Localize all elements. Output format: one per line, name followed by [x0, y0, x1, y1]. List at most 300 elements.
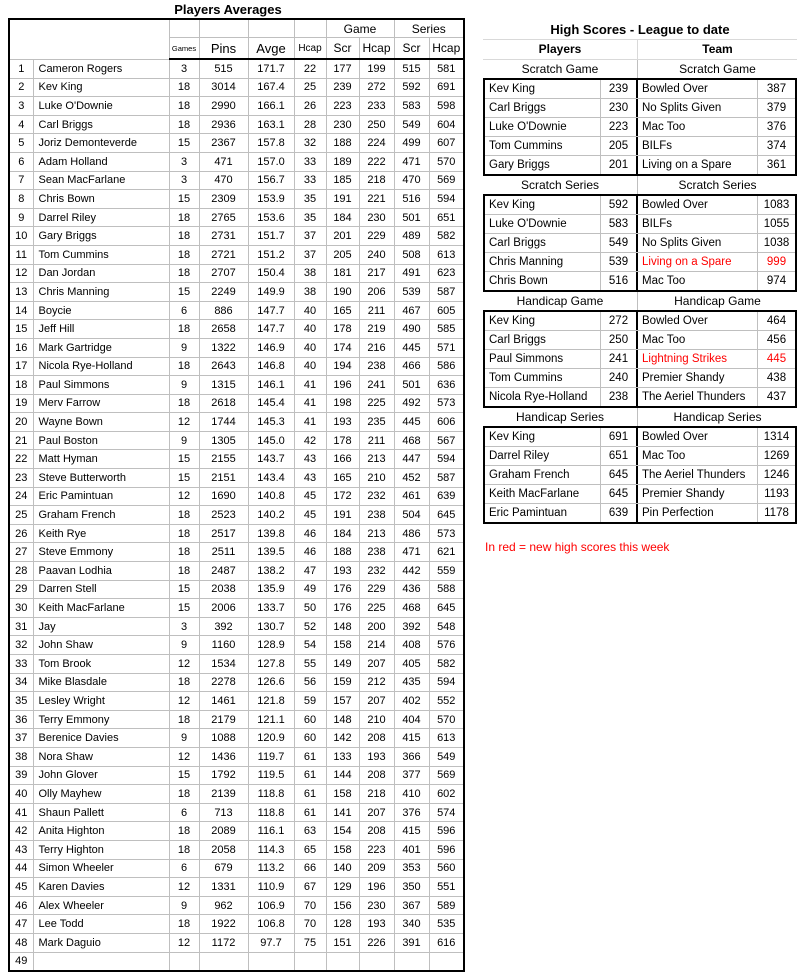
rank-cell: 10	[9, 227, 33, 246]
avge-cell: 146.8	[248, 357, 294, 376]
series-hcap-cell: 587	[429, 469, 464, 488]
game-hcap-cell: 229	[359, 580, 394, 599]
avge-cell: 121.1	[248, 710, 294, 729]
player-name-cell: Chris Bown	[33, 190, 169, 209]
high-score-value: 516	[600, 272, 636, 290]
high-score-value: 379	[757, 99, 795, 117]
high-score-value: 1038	[757, 234, 795, 252]
game-hcap-cell: 238	[359, 543, 394, 562]
section-label: Handicap Game	[516, 294, 604, 308]
rank-cell: 5	[9, 134, 33, 153]
high-score-row	[485, 368, 795, 387]
rank-cell: 1	[9, 59, 33, 78]
series-scr-cell: 492	[394, 394, 429, 413]
high-score-value: 201	[600, 156, 636, 174]
pins-cell: 2151	[199, 469, 248, 488]
pins-cell: 1534	[199, 655, 248, 674]
game-hcap-cell: 208	[359, 766, 394, 785]
series-hcap-cell: 596	[429, 822, 464, 841]
hcap-cell: 61	[294, 785, 326, 804]
game-hcap-cell: 230	[359, 208, 394, 227]
game-hcap-cell: 229	[359, 227, 394, 246]
high-score-value: 651	[600, 447, 636, 465]
players-averages-title: Players Averages	[174, 2, 282, 17]
series-scr-cell: 401	[394, 840, 429, 859]
rank-cell: 14	[9, 301, 33, 320]
player-row	[9, 115, 464, 134]
player-row	[9, 692, 464, 711]
high-score-row	[485, 196, 795, 214]
games-cell: 12	[169, 933, 199, 952]
hcap-cell: 63	[294, 822, 326, 841]
hcap-cell: 54	[294, 636, 326, 655]
high-score-name: Kev King	[489, 315, 536, 327]
rank-cell: 2	[9, 78, 33, 97]
game-hcap-cell: 211	[359, 301, 394, 320]
series-scr-cell: 366	[394, 747, 429, 766]
game-hcap-cell: 233	[359, 97, 394, 116]
high-score-row	[485, 387, 795, 406]
player-row	[9, 338, 464, 357]
games-cell: 18	[169, 915, 199, 934]
avge-cell: 128.9	[248, 636, 294, 655]
rank-cell: 45	[9, 878, 33, 897]
hcap-cell: 40	[294, 338, 326, 357]
game-scr-cell: 230	[326, 115, 359, 134]
high-score-name: Kev King	[489, 83, 536, 95]
game-hcap-cell: 232	[359, 487, 394, 506]
high-score-name: Carl Briggs	[489, 102, 546, 114]
series-hcap-cell: 574	[429, 803, 464, 822]
section-label: Scratch Series	[520, 178, 600, 192]
pins-cell: 1792	[199, 766, 248, 785]
hcap-cell: 61	[294, 766, 326, 785]
rank-cell: 31	[9, 617, 33, 636]
game-scr-header: Scr	[326, 38, 359, 60]
player-row	[9, 264, 464, 283]
series-hcap-cell: 596	[429, 840, 464, 859]
high-score-name: Eric Pamintuan	[489, 507, 567, 519]
player-row-partial	[9, 952, 464, 971]
pins-cell: 2038	[199, 580, 248, 599]
pins-cell: 2511	[199, 543, 248, 562]
pins-cell: 2155	[199, 450, 248, 469]
avge-cell: 157.0	[248, 152, 294, 171]
hcap-cell: 67	[294, 878, 326, 897]
games-cell: 12	[169, 878, 199, 897]
rank-cell: 17	[9, 357, 33, 376]
section-label: Scratch Game	[521, 62, 599, 76]
rank-cell: 49	[9, 952, 33, 971]
games-cell: 18	[169, 97, 199, 116]
player-row	[9, 152, 464, 171]
player-name-cell: Karen Davies	[33, 878, 169, 897]
player-row	[9, 171, 464, 190]
player-name-cell: John Shaw	[33, 636, 169, 655]
game-group-header: Game	[326, 19, 394, 38]
rank-cell: 36	[9, 710, 33, 729]
hcap-cell: 56	[294, 673, 326, 692]
pins-cell: 2765	[199, 208, 248, 227]
series-hcap-cell: 605	[429, 301, 464, 320]
rank-cell: 21	[9, 431, 33, 450]
series-scr-cell: 471	[394, 543, 429, 562]
series-scr-cell: 353	[394, 859, 429, 878]
games-cell: 9	[169, 376, 199, 395]
game-hcap-cell: 216	[359, 338, 394, 357]
rank-cell: 7	[9, 171, 33, 190]
game-hcap-cell: 218	[359, 171, 394, 190]
rank-cell: 11	[9, 245, 33, 264]
high-score-row	[485, 271, 795, 290]
game-hcap-cell: 208	[359, 729, 394, 748]
series-scr-cell: 504	[394, 506, 429, 525]
game-hcap-cell: 235	[359, 413, 394, 432]
high-score-row	[485, 80, 795, 98]
game-hcap-cell: 272	[359, 78, 394, 97]
section-box	[483, 194, 797, 292]
high-scores-sections	[483, 60, 797, 524]
player-name-cell: Nora Shaw	[33, 747, 169, 766]
high-score-name: Kev King	[489, 431, 536, 443]
high-score-value: 230	[600, 99, 636, 117]
games-cell: 18	[169, 357, 199, 376]
high-score-value: 239	[600, 80, 636, 98]
high-score-name: No Splits Given	[636, 99, 757, 117]
pins-cell: 1331	[199, 878, 248, 897]
game-scr-cell: 201	[326, 227, 359, 246]
game-hcap-cell: 238	[359, 506, 394, 525]
player-name-cell: Paavan Lodhia	[33, 562, 169, 581]
game-hcap-cell: 213	[359, 524, 394, 543]
rank-cell: 13	[9, 283, 33, 302]
game-scr-cell: 223	[326, 97, 359, 116]
avge-cell: 139.5	[248, 543, 294, 562]
hcap-cell: 61	[294, 747, 326, 766]
game-scr-cell: 166	[326, 450, 359, 469]
series-scr-cell: 404	[394, 710, 429, 729]
player-name-cell: Alex Wheeler	[33, 896, 169, 915]
high-score-name: BILFs	[636, 215, 757, 233]
rank-cell: 18	[9, 376, 33, 395]
avge-header: Avge	[248, 38, 294, 60]
pins-cell: 2643	[199, 357, 248, 376]
game-scr-cell: 133	[326, 747, 359, 766]
series-hcap-cell: 594	[429, 450, 464, 469]
hcap-cell: 75	[294, 933, 326, 952]
player-name-cell: Merv Farrow	[33, 394, 169, 413]
game-hcap-cell: 219	[359, 320, 394, 339]
avge-header-blank	[248, 19, 294, 38]
section-label: Handicap Series	[515, 410, 605, 424]
section-header	[483, 408, 797, 426]
hcap-cell: 66	[294, 859, 326, 878]
high-score-name: The Aeriel Thunders	[636, 388, 757, 406]
player-row	[9, 59, 464, 78]
pins-cell: 2618	[199, 394, 248, 413]
pins-cell: 1088	[199, 729, 248, 748]
high-score-value: 376	[757, 118, 795, 136]
player-name-cell: Darren Stell	[33, 580, 169, 599]
series-hcap-cell: 586	[429, 357, 464, 376]
high-score-value: 1083	[757, 196, 795, 214]
game-hcap-cell: 230	[359, 896, 394, 915]
series-hcap-cell: 559	[429, 562, 464, 581]
pins-cell: 1172	[199, 933, 248, 952]
avge-cell: 166.1	[248, 97, 294, 116]
high-score-value: 464	[757, 312, 795, 330]
high-score-name: Tom Cummins	[489, 372, 563, 384]
series-hcap-cell: 573	[429, 524, 464, 543]
rank-cell: 38	[9, 747, 33, 766]
avge-cell: 116.1	[248, 822, 294, 841]
game-scr-cell: 178	[326, 320, 359, 339]
series-hcap-cell: 569	[429, 171, 464, 190]
hcap-cell: 61	[294, 803, 326, 822]
avge-cell: 143.7	[248, 450, 294, 469]
pins-cell: 2058	[199, 840, 248, 859]
player-name-cell: Paul Boston	[33, 431, 169, 450]
series-scr-cell: 583	[394, 97, 429, 116]
game-scr-cell: 174	[326, 338, 359, 357]
player-row	[9, 506, 464, 525]
series-scr-cell: 461	[394, 487, 429, 506]
game-scr-cell: 196	[326, 376, 359, 395]
player-row	[9, 896, 464, 915]
games-cell: 9	[169, 338, 199, 357]
game-scr-cell: 148	[326, 617, 359, 636]
series-hcap-cell: 636	[429, 376, 464, 395]
rank-cell: 26	[9, 524, 33, 543]
avge-cell: 127.8	[248, 655, 294, 674]
games-cell: 18	[169, 673, 199, 692]
high-score-value: 223	[600, 118, 636, 136]
hcap-cell: 46	[294, 524, 326, 543]
series-scr-cell: 466	[394, 357, 429, 376]
series-hcap-cell: 623	[429, 264, 464, 283]
games-cell: 18	[169, 710, 199, 729]
game-scr-cell: 151	[326, 933, 359, 952]
series-scr-cell: 486	[394, 524, 429, 543]
high-score-name: Living on a Spare	[636, 253, 757, 271]
high-score-name: Mac Too	[636, 331, 757, 349]
rank-cell: 24	[9, 487, 33, 506]
player-name-cell: Dan Jordan	[33, 264, 169, 283]
series-scr-cell: 447	[394, 450, 429, 469]
games-cell: 15	[169, 766, 199, 785]
game-hcap-cell: 207	[359, 803, 394, 822]
high-score-value: 583	[600, 215, 636, 233]
hcap-cell: 52	[294, 617, 326, 636]
rank-cell: 41	[9, 803, 33, 822]
games-cell	[169, 952, 199, 971]
rank-cell: 29	[9, 580, 33, 599]
game-hcap-cell: 250	[359, 115, 394, 134]
series-hcap-cell: 645	[429, 599, 464, 618]
player-name-cell: Sean MacFarlane	[33, 171, 169, 190]
high-score-row	[485, 117, 795, 136]
player-row	[9, 134, 464, 153]
games-cell: 18	[169, 506, 199, 525]
high-score-value: 387	[757, 80, 795, 98]
games-cell: 18	[169, 78, 199, 97]
avge-cell: 139.8	[248, 524, 294, 543]
game-scr-cell: 188	[326, 543, 359, 562]
series-hcap-cell: 691	[429, 78, 464, 97]
high-score-value: 241	[600, 350, 636, 368]
player-row	[9, 97, 464, 116]
player-row	[9, 320, 464, 339]
pins-cell: 2179	[199, 710, 248, 729]
game-scr-cell: 128	[326, 915, 359, 934]
series-scr-cell: 445	[394, 413, 429, 432]
hcap-cell: 35	[294, 190, 326, 209]
series-hcap-cell: 589	[429, 896, 464, 915]
game-scr-cell: 177	[326, 59, 359, 78]
series-hcap-cell: 582	[429, 227, 464, 246]
series-hcap-cell: 602	[429, 785, 464, 804]
high-score-value: 1314	[757, 428, 795, 446]
pins-cell: 1160	[199, 636, 248, 655]
high-score-row	[485, 136, 795, 155]
high-score-name: The Aeriel Thunders	[636, 466, 757, 484]
avge-cell: 106.9	[248, 896, 294, 915]
high-score-value: 549	[600, 234, 636, 252]
player-row	[9, 673, 464, 692]
high-score-row	[485, 484, 795, 503]
players-averages-table	[8, 18, 465, 972]
rank-cell: 39	[9, 766, 33, 785]
avge-cell: 110.9	[248, 878, 294, 897]
game-hcap-cell: 221	[359, 190, 394, 209]
games-cell: 18	[169, 394, 199, 413]
avge-cell: 156.7	[248, 171, 294, 190]
high-score-value: 691	[600, 428, 636, 446]
game-scr-cell: 158	[326, 785, 359, 804]
game-hcap-cell: 210	[359, 469, 394, 488]
player-row	[9, 524, 464, 543]
games-cell: 15	[169, 190, 199, 209]
pins-cell: 1744	[199, 413, 248, 432]
player-row	[9, 376, 464, 395]
high-score-name: Bowled Over	[636, 312, 757, 330]
series-hcap-cell: 607	[429, 134, 464, 153]
player-name-cell: Mark Gartridge	[33, 338, 169, 357]
high-score-value: 999	[757, 253, 795, 271]
hcap-cell: 46	[294, 543, 326, 562]
hcap-cell: 43	[294, 450, 326, 469]
rank-name-header-blank	[9, 19, 169, 59]
series-scr-cell: 516	[394, 190, 429, 209]
series-scr-cell: 340	[394, 915, 429, 934]
game-hcap-cell: 196	[359, 878, 394, 897]
series-scr-cell: 415	[394, 822, 429, 841]
player-row	[9, 190, 464, 209]
player-row	[9, 710, 464, 729]
high-score-value: 456	[757, 331, 795, 349]
avge-cell: 121.8	[248, 692, 294, 711]
high-score-name: Chris Bown	[489, 275, 548, 287]
rank-cell: 44	[9, 859, 33, 878]
series-hcap-cell: 613	[429, 245, 464, 264]
series-hcap-cell: 594	[429, 190, 464, 209]
high-score-value: 1193	[757, 485, 795, 503]
high-score-row	[485, 349, 795, 368]
game-hcap-cell: 207	[359, 692, 394, 711]
hcap-cell: 32	[294, 134, 326, 153]
series-scr-cell: 501	[394, 208, 429, 227]
games-cell: 18	[169, 822, 199, 841]
series-hcap-cell: 569	[429, 766, 464, 785]
series-scr-cell: 539	[394, 283, 429, 302]
hcap-cell: 45	[294, 487, 326, 506]
rank-cell: 19	[9, 394, 33, 413]
hcap-cell: 40	[294, 357, 326, 376]
avge-cell: 146.9	[248, 338, 294, 357]
games-cell: 6	[169, 859, 199, 878]
rank-cell: 37	[9, 729, 33, 748]
series-scr-cell: 499	[394, 134, 429, 153]
hcap-cell: 40	[294, 301, 326, 320]
game-scr-cell: 154	[326, 822, 359, 841]
high-score-name: Keith MacFarlane	[489, 488, 580, 500]
series-scr-header: Scr	[394, 38, 429, 60]
high-score-value: 238	[600, 388, 636, 406]
high-score-row	[485, 446, 795, 465]
pins-cell: 2278	[199, 673, 248, 692]
high-scores-title: High Scores - League to date	[550, 22, 730, 37]
games-cell: 12	[169, 655, 199, 674]
section-header	[483, 292, 797, 310]
high-score-name: Gary Briggs	[489, 159, 550, 171]
section-header	[483, 60, 797, 78]
game-scr-cell: 205	[326, 245, 359, 264]
pins-header-blank	[199, 19, 248, 38]
player-row	[9, 283, 464, 302]
high-scores-column-headers	[483, 39, 797, 60]
player-name-cell: Cameron Rogers	[33, 59, 169, 78]
game-scr-cell: 189	[326, 152, 359, 171]
series-hcap-cell: 594	[429, 673, 464, 692]
game-scr-cell: 158	[326, 636, 359, 655]
game-hcap-cell: 208	[359, 822, 394, 841]
game-hcap-cell: 193	[359, 915, 394, 934]
high-score-value: 437	[757, 388, 795, 406]
hcap-cell: 49	[294, 580, 326, 599]
series-scr-cell: 402	[394, 692, 429, 711]
game-scr-cell: 142	[326, 729, 359, 748]
avge-cell: 145.4	[248, 394, 294, 413]
player-name-cell: Darrel Riley	[33, 208, 169, 227]
hcap-cell: 45	[294, 506, 326, 525]
player-row	[9, 655, 464, 674]
games-cell: 18	[169, 524, 199, 543]
series-hcap-cell: 588	[429, 580, 464, 599]
high-score-name: Darrel Riley	[489, 450, 550, 462]
games-cell: 18	[169, 543, 199, 562]
game-scr-cell: 178	[326, 431, 359, 450]
series-hcap-header: Hcap	[429, 38, 464, 60]
player-row	[9, 803, 464, 822]
player-row	[9, 766, 464, 785]
series-scr-cell: 410	[394, 785, 429, 804]
games-cell: 18	[169, 227, 199, 246]
pins-cell: 713	[199, 803, 248, 822]
series-scr-cell: 468	[394, 431, 429, 450]
player-name-cell: Luke O'Downie	[33, 97, 169, 116]
hcap-cell: 40	[294, 320, 326, 339]
hcap-cell: 38	[294, 283, 326, 302]
